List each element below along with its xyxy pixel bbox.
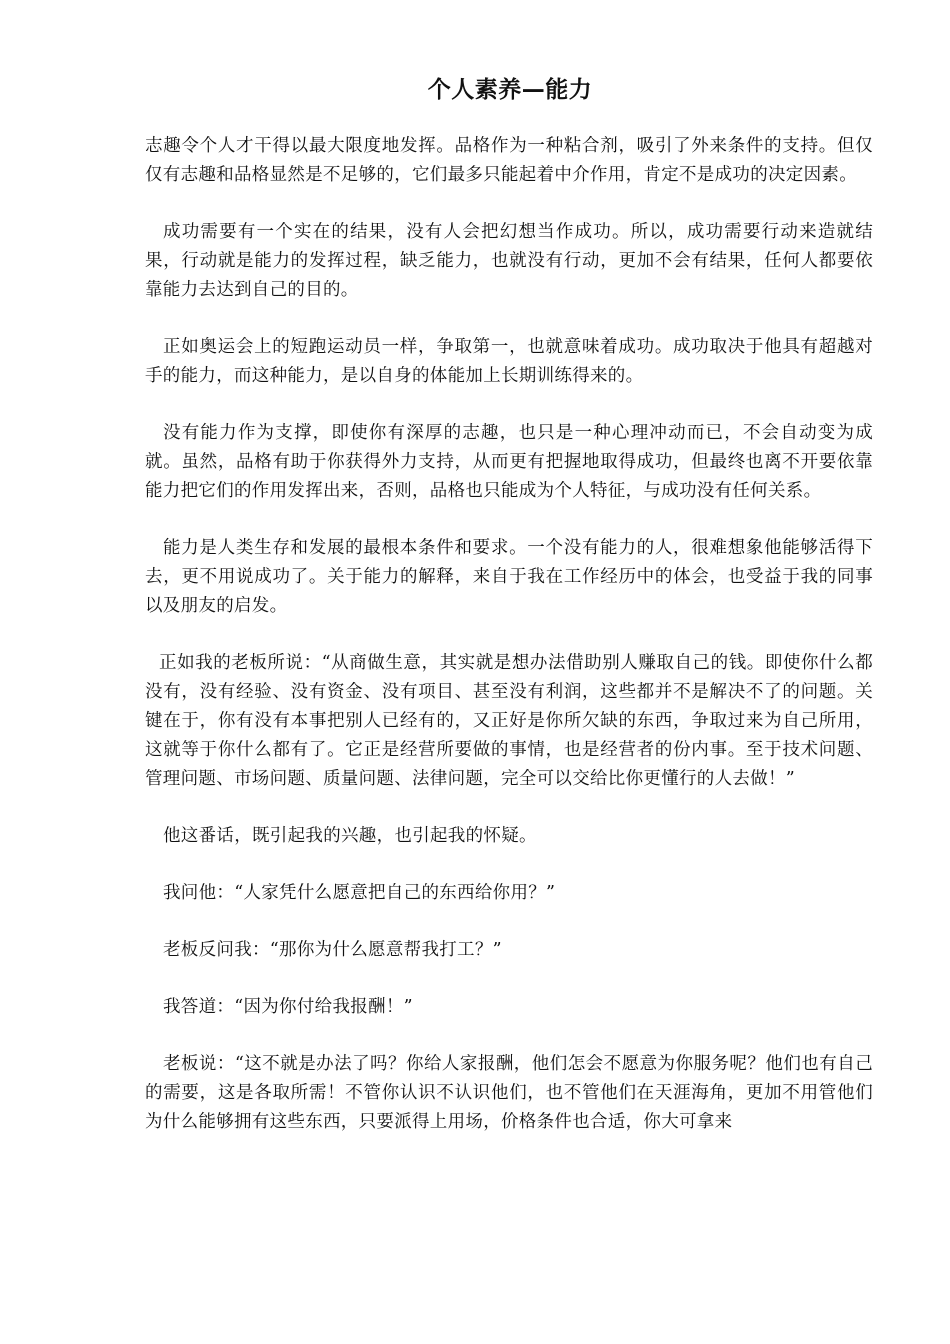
paragraph-11: 老板说：“这不就是办法了吗？你给人家报酬，他们怎会不愿意为你服务呢？他们也有自己的需要，这是各取所需！不管你认识不认识他们，也不管他们在天涯海角，更加不用管他们为什么能够拥有这些东西，只要派得上用场，价格条件也合适，你大可拿来: [145, 1054, 873, 1132]
paragraph-7: 他这番话，既引起我的兴趣，也引起我的怀疑。: [163, 826, 537, 846]
document-body: [145, 132, 873, 1165]
paragraph-9: 老板反问我：“那你为什么愿意帮我打工？”: [163, 940, 502, 960]
paragraph-6: 正如我的老板所说：“从商做生意，其实就是想办法借助别人赚取自己的钱。即使你什么都没有，没有经验、没有资金、没有项目、甚至没有利润，这些都并不是解决不了的问题。关键在于，你有没有本事把别人已经有的，又正好是你所欠缺的东西，争取过来为自己所用，这就等于你什么都有了。它正是经营所要做的事情，也是经营者的份内事。至于技术问题、管理问题、市场问题、质量问题、法律问题，完全可以交给比你更懂行的人去做！”: [145, 653, 873, 789]
paragraph-5: 能力是人类生存和发展的最根本条件和要求。一个没有能力的人，很难想象他能够活得下去，更不用说成功了。关于能力的解释，来自于我在工作经历中的体会，也受益于我的同事以及朋友的启发。: [145, 538, 873, 616]
paragraph-2: 成功需要有一个实在的结果，没有人会把幻想当作成功。所以，成功需要行动来造就结果，行动就是能力的发挥过程，缺乏能力，也就没有行动，更加不会有结果，任何人都要依靠能力去达到自己的目的。: [145, 222, 873, 300]
paragraph-1: 志趣令个人才干得以最大限度地发挥。品格作为一种粘合剂，吸引了外来条件的支持。但仅仅有志趣和品格显然是不足够的，它们最多只能起着中介作用，肯定不是成功的决定因素。: [145, 136, 873, 185]
document-title: 个人素养—能力: [427, 77, 593, 103]
paragraph-8: 我问他：“人家凭什么愿意把自己的东西给你用？”: [163, 883, 556, 903]
paragraph-3: 正如奥运会上的短跑运动员一样，争取第一，也就意味着成功。成功取决于他具有超越对手的能力，而这种能力，是以自身的体能加上长期训练得来的。: [145, 337, 873, 386]
paragraph-4: 没有能力作为支撑，即使你有深厚的志趣，也只是一种心理冲动而已，不会自动变为成就。虽然，品格有助于你获得外力支持，从而更有把握地取得成功，但最终也离不开要依靠能力把它们的作用发挥出来，否则，品格也只能成为个人特征，与成功没有任何关系。: [145, 423, 873, 501]
paragraph-10: 我答道：“因为你付给我报酬！”: [163, 997, 413, 1017]
